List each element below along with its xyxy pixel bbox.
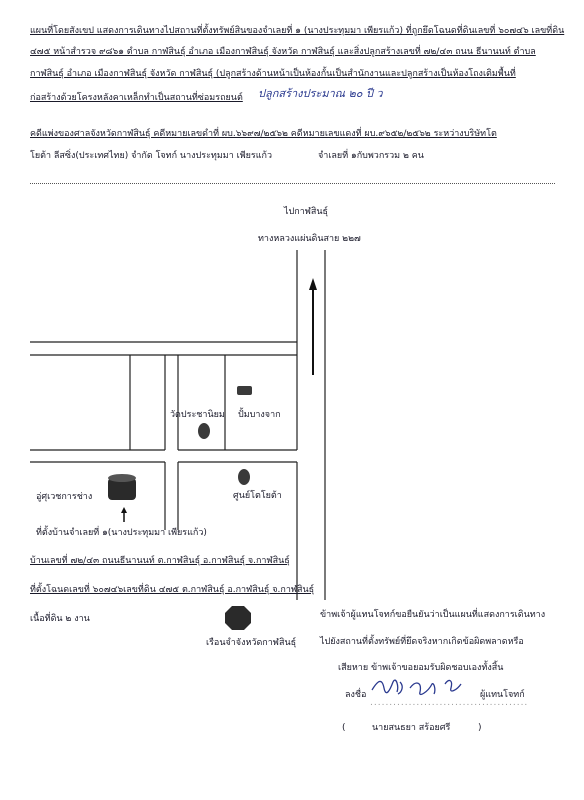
- cert-line-2: ไปยังสถานที่ตั้งทรัพย์ที่ยึดจริงหากเกิดข้อผิดพลาดหรือ: [320, 637, 524, 647]
- label-temple: วัดประชานิยม: [170, 410, 225, 420]
- prison-marker: [225, 606, 251, 630]
- gas-station-marker: [237, 386, 252, 395]
- header-line-1: แผนที่โดยสังเขป แสดงการเดินทางไปสถานที่ตั้งทรัพย์สินของจำเลยที่ ๑ (นางประทุมมา เพียรแก้ว) ที่ถูกยึดโฉนดที่ดินเลขที่ ๖๐๗๔๖ เลขที่ดิน: [30, 26, 565, 36]
- header-line-3: กาฬสินธุ์ อำเภอ เมืองกาฬสินธุ์ จังหวัด กาฬสินธุ์ (ปลูกสร้างด้านหน้าเป็นห้องกั้นเป็นสำนักงานและปลูกสร้างเป็นห้องโถงเติมพื้นที่: [30, 69, 516, 79]
- header-line-2: ๔๗๕ หน้าสำรวจ ๙๘๖๑ ตำบล กาฬสินธุ์ อำเภอ เมืองกาฬสินธุ์ จังหวัด กาฬสินธุ์ และสิ่งปลูกสร้างเลขที่ ๗๒/๔๓ ถนน ธีนานนท์ ตำบล: [30, 47, 536, 57]
- case-defendants: จำเลยที่ ๑กับพวกรวม ๒ คน: [318, 151, 424, 161]
- signature-scribble: [372, 680, 461, 694]
- label-gas-station: ปั้มบางจาก: [238, 410, 281, 420]
- name-open-paren: (: [342, 723, 346, 733]
- name-close-paren: ): [478, 723, 482, 733]
- sign-label: ลงชื่อ: [345, 690, 367, 700]
- cert-line-1: ข้าพเจ้าผู้แทนโจทก์ขอยืนยันว่าเป็นแผนที่แสดงการเดินทาง: [320, 610, 546, 620]
- label-highway: ทางหลวงแผ่นดินสาย ๒๒๗: [258, 234, 361, 244]
- detail-land-area: เนื้อที่ดิน ๒ งาน: [30, 614, 90, 624]
- signature-dotline: .........................................: [370, 698, 529, 708]
- label-to-city: ไปกาฬสินธุ์: [284, 207, 329, 217]
- property-marker-top: [108, 474, 136, 482]
- detail-house-no: บ้านเลขที่ ๗๒/๔๓ ถนนธีนานนท์ ต.กาฬสินธุ์ อ.กาฬสินธุ์ จ.กาฬสินธุ์: [30, 556, 290, 566]
- cert-line-3: เสียหาย ข้าพเจ้าขอยอมรับผิดชอบเองทั้งสิ้น: [338, 663, 504, 673]
- label-garage: อู่ศุเวชการช่าง: [36, 492, 93, 502]
- property-arrow-head: [121, 507, 127, 513]
- label-prison: เรือนจำจังหวัดกาฬสินธุ์: [206, 638, 297, 648]
- case-line-2: โยต้า ลีสซิ่ง(ประเทศไทย) จำกัด โจทก์ นางประทุมมา เพียรแก้ว: [30, 151, 273, 161]
- role-label: ผู้แทนโจทก์: [480, 690, 525, 700]
- toyota-center-marker: [238, 469, 250, 485]
- detail-land-title: ที่ตั้งโฉนดเลขที่ ๖๐๗๔๖เลขที่ดิน ๔๗๕ ต.กาฬสินธุ์ อ.กาฬสินธุ์ จ.กาฬสินธุ์: [30, 585, 315, 595]
- label-toyota-center: ศูนย์โตโยต้า: [233, 491, 282, 501]
- handwritten-note: ปลูกสร้างประมาณ ๒๐ ปี ว: [258, 87, 383, 100]
- header-line-4: ก่อสร้างด้วยโครงหลังคาเหล็กทำเป็นสถานที่ซ่อมรถยนต์: [30, 93, 243, 103]
- direction-arrow-head: [309, 278, 317, 290]
- signer-name: นายสนธยา สร้อยศรี: [372, 723, 451, 733]
- label-property: ที่ตั้งบ้านจำเลยที่ ๑(นางประทุมมา เพียรแก้ว): [36, 528, 207, 538]
- case-line-1: คดีแพ่งของศาลจังหวัดกาฬสินธุ์ คดีหมายเลขดำที่ ผบ.๖๖๙๗/๒๕๖๒ คดีหมายเลขแดงที่ ผบ.๙๖๕๒/๒๕๖๒ ระหว่างบริษัทโต: [30, 129, 497, 139]
- temple-marker: [198, 423, 210, 439]
